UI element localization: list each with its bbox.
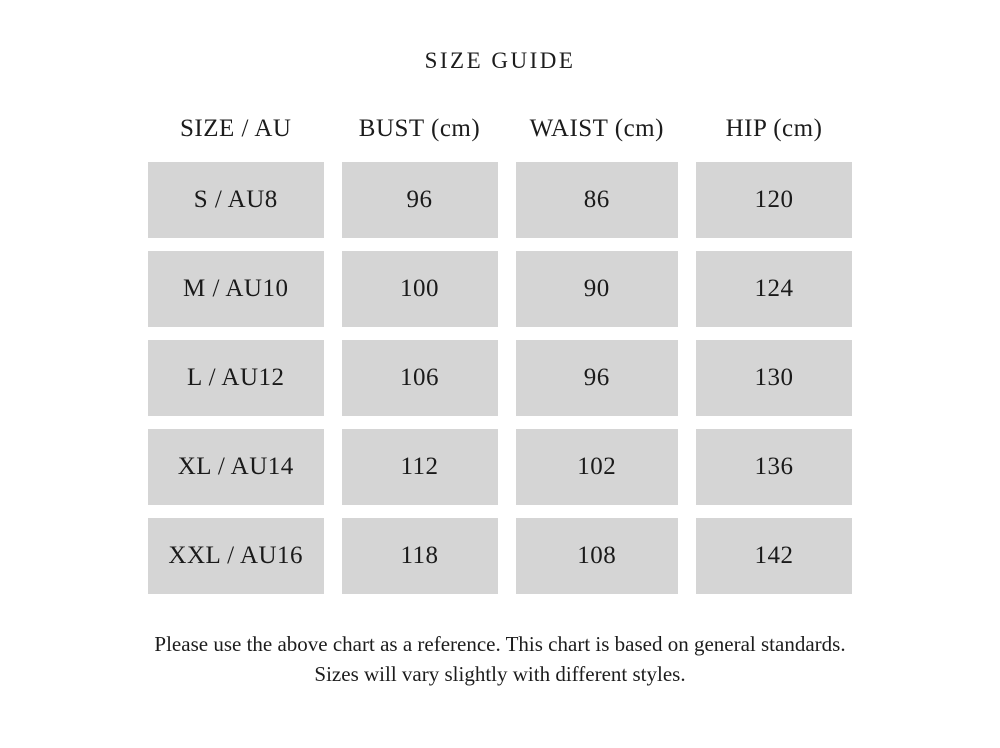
cell-waist: 96 <box>516 340 679 416</box>
cell-waist: 102 <box>516 429 679 505</box>
footnote <box>0 629 1000 690</box>
cell-size: S / AU8 <box>148 162 324 238</box>
cell-waist: 86 <box>516 162 679 238</box>
cell-bust: 106 <box>342 340 498 416</box>
cell-size: M / AU10 <box>148 251 324 327</box>
cell-hip: 124 <box>696 251 852 327</box>
size-table-container <box>0 102 1000 607</box>
size-guide-page <box>0 48 1000 748</box>
page-title: SIZE GUIDE <box>424 48 576 73</box>
cell-bust: 118 <box>342 518 498 594</box>
table-row <box>148 429 852 505</box>
header-row <box>148 115 852 149</box>
cell-size: L / AU12 <box>148 340 324 416</box>
cell-waist: 90 <box>516 251 679 327</box>
cell-waist: 108 <box>516 518 679 594</box>
size-guide-table <box>130 102 870 607</box>
table-row <box>148 518 852 594</box>
column-header-hip: HIP (cm) <box>725 115 823 142</box>
cell-bust: 96 <box>342 162 498 238</box>
cell-hip: 130 <box>696 340 852 416</box>
footnote-line-2: Sizes will vary slightly with different styles. <box>314 662 686 687</box>
cell-hip: 136 <box>696 429 852 505</box>
cell-size: XL / AU14 <box>148 429 324 505</box>
cell-bust: 100 <box>342 251 498 327</box>
cell-hip: 120 <box>696 162 852 238</box>
column-header-waist: WAIST (cm) <box>529 115 664 142</box>
column-header-bust: BUST (cm) <box>358 115 481 142</box>
table-row <box>148 340 852 416</box>
column-header-size: SIZE / AU <box>180 115 292 142</box>
table-header <box>148 115 852 149</box>
table-body <box>148 162 852 594</box>
table-row <box>148 162 852 238</box>
table-row <box>148 251 852 327</box>
cell-hip: 142 <box>696 518 852 594</box>
cell-size: XXL / AU16 <box>148 518 324 594</box>
footnote-line-1: Please use the above chart as a reference. This chart is based on general standards. <box>154 632 846 656</box>
cell-bust: 112 <box>342 429 498 505</box>
